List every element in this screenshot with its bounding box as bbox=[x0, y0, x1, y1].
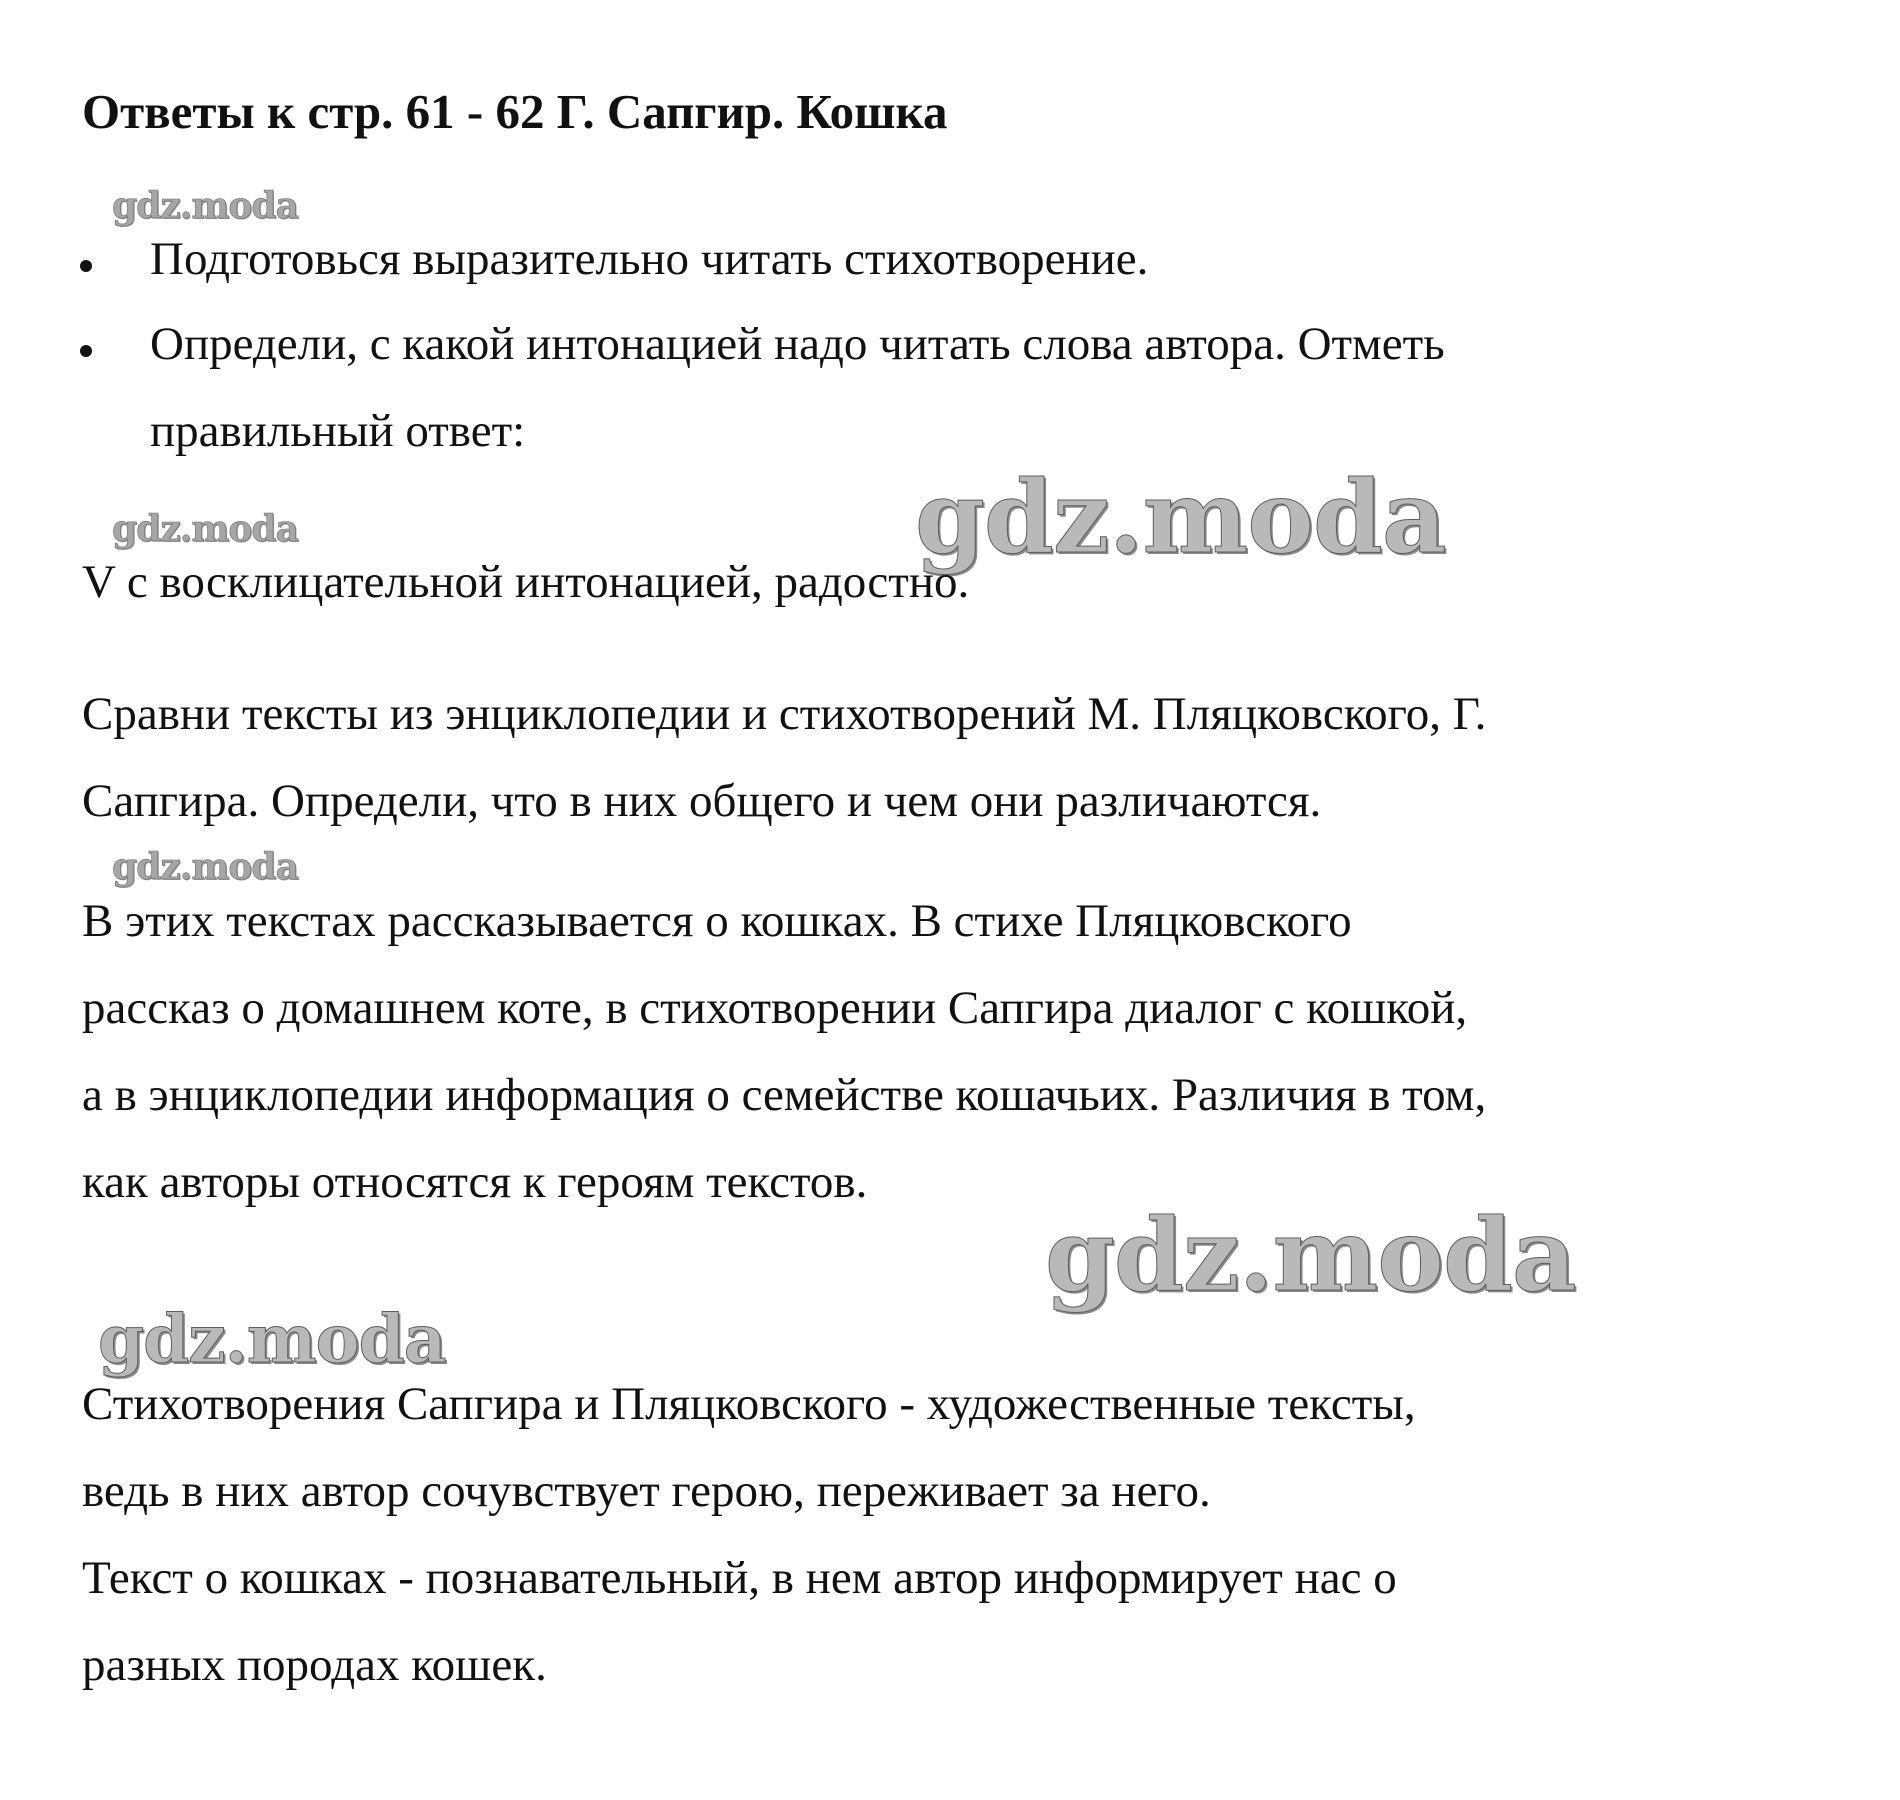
bullet-item: Подготовься выразительно читать стихотворение. bbox=[150, 233, 1149, 285]
bullet-marker bbox=[80, 260, 92, 272]
answer-line: как авторы относятся к героям текстов. bbox=[82, 1156, 868, 1208]
watermark-logo: gdz.moda bbox=[112, 846, 298, 888]
watermark-logo: gdz.moda bbox=[112, 185, 298, 227]
bullet-marker bbox=[80, 345, 92, 357]
answer-line: Текст о кошках - познавательный, в нем автор информирует нас о bbox=[82, 1552, 1397, 1604]
bullet-item-continuation: правильный ответ: bbox=[150, 405, 526, 457]
watermark-logo: gdz.moda bbox=[1045, 1196, 1576, 1314]
question-line: Сапгира. Определи, что в них общего и чем они различаются. bbox=[82, 775, 1322, 827]
watermark-logo: gdz.moda bbox=[98, 1300, 446, 1378]
answer-intonation: V с восклицательной интонацией, радостно. bbox=[82, 556, 970, 608]
answer-line: рассказ о домашнем коте, в стихотворении Сапгира диалог с кошкой, bbox=[82, 982, 1468, 1034]
answer-line: а в энциклопедии информация о семействе кошачьих. Различия в том, bbox=[82, 1069, 1487, 1121]
watermark-logo: gdz.moda bbox=[915, 458, 1446, 576]
answer-line: В этих текстах рассказывается о кошках. В стихе Пляцковского bbox=[82, 895, 1352, 947]
answer-line: Стихотворения Сапгира и Пляцковского - художественные тексты, bbox=[82, 1378, 1416, 1430]
question-line: Сравни тексты из энциклопедии и стихотворений М. Пляцковского, Г. bbox=[82, 688, 1487, 740]
page-title: Ответы к стр. 61 - 62 Г. Сапгир. Кошка bbox=[82, 84, 948, 139]
watermark-logo: gdz.moda bbox=[112, 508, 298, 550]
answer-line: разных породах кошек. bbox=[82, 1639, 547, 1691]
answer-line: ведь в них автор сочувствует герою, переживает за него. bbox=[82, 1465, 1211, 1517]
bullet-item: Определи, с какой интонацией надо читать слова автора. Отметь bbox=[150, 318, 1445, 370]
